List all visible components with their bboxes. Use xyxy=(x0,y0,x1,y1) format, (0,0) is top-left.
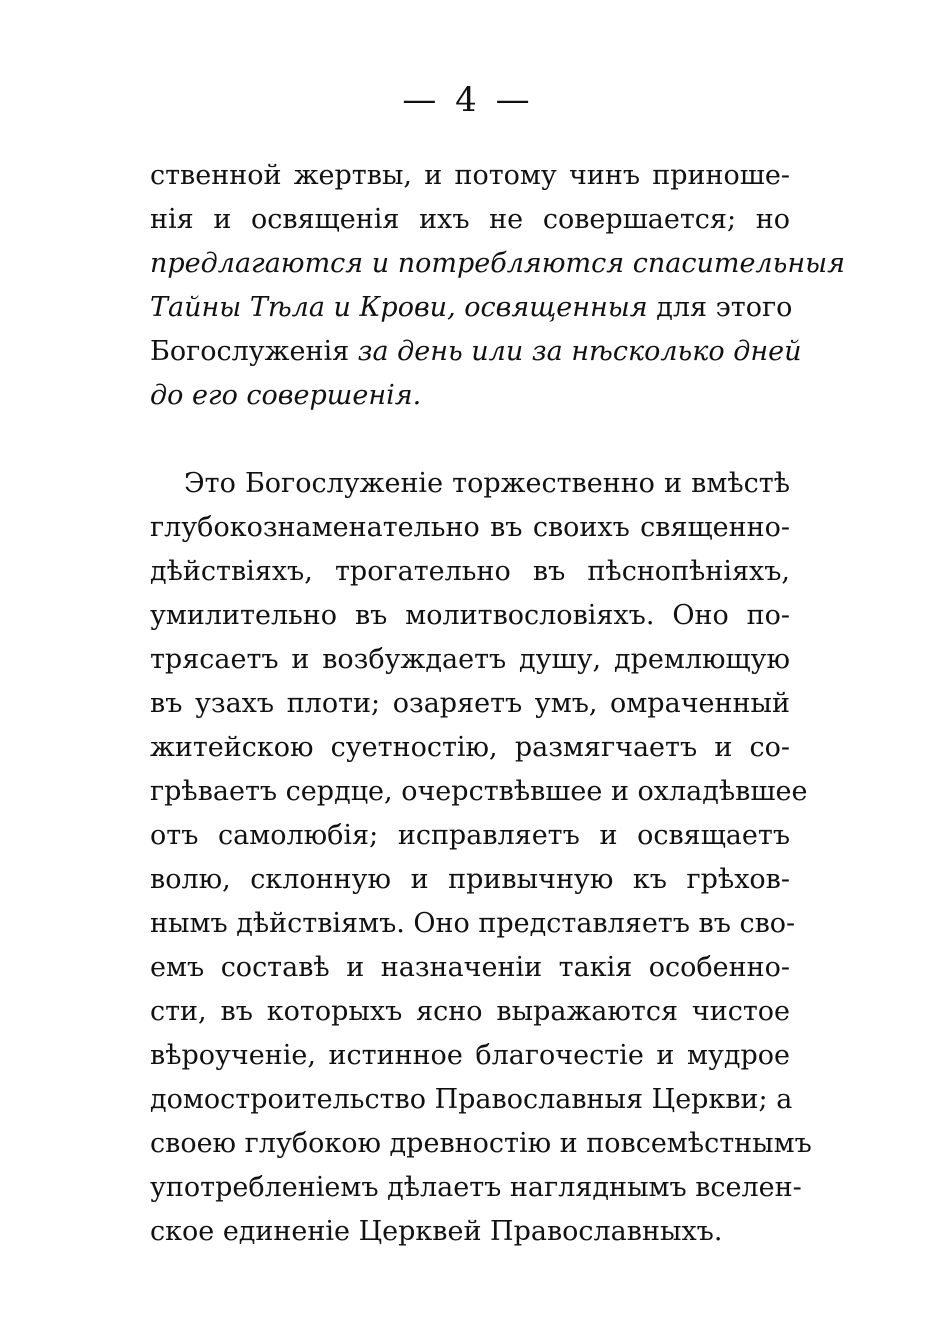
text-line xyxy=(150,242,845,286)
paragraph-main xyxy=(150,462,812,1254)
italic-text: предлагаются и потребляются спасительныя xyxy=(150,248,845,279)
text-line: въ узахъ плоти; озаряетъ умъ, омраченный xyxy=(150,688,790,719)
text-line: нымъ дѣйствіямъ. Оно представляетъ въ сво- xyxy=(150,908,796,939)
text-line: употребленіемъ дѣлаетъ нагляднымъ вселен- xyxy=(150,1172,802,1203)
text-line xyxy=(150,374,790,418)
text-line: умилительно въ молитвословіяхъ. Оно по- xyxy=(150,600,790,631)
text-line: дѣйствіяхъ, трогательно въ пѣснопѣніяхъ, xyxy=(150,556,790,587)
text-line: ственной жертвы, и потому чинъ приноше- xyxy=(150,160,790,191)
text-line: Это Богослуженіе торжественно и вмѣстѣ xyxy=(184,468,790,499)
text-line: грѣваетъ сердце, очерствѣвшее и охладѣвшее xyxy=(150,776,808,807)
text-line: отъ самолюбія; исправляетъ и освящаетъ xyxy=(150,820,790,851)
text-line: вѣроученіе, истинное благочестіе и мудрое xyxy=(150,1040,790,1071)
text-line: волю, склонную и привычную къ грѣхов- xyxy=(150,864,790,895)
text-line: Богослуженія за день или за нѣсколько дней xyxy=(150,336,802,367)
text-line: житейскою суетностію, размягчаетъ и со- xyxy=(150,732,790,763)
text-line: ское единеніе Церквей Православныхъ. xyxy=(150,1216,723,1247)
italic-text: за день или за нѣсколько дней xyxy=(357,336,802,367)
text-line: своею глубокою древностію и повсемѣстнымъ xyxy=(150,1128,812,1159)
text-line: Тайны Тѣла и Крови, освященныя для этого xyxy=(150,292,793,323)
italic-text: до его совершенія. xyxy=(150,380,422,411)
text-line: глубокознаменательно въ своихъ священно- xyxy=(150,512,790,543)
text-line: домостроительство Православныя Церкви; а xyxy=(150,1084,793,1115)
paragraph-continuation xyxy=(150,154,845,418)
text-line: трясаетъ и возбуждаетъ душу, дремлющую xyxy=(150,644,790,675)
page-number: — 4 — xyxy=(402,80,534,120)
text-line: сти, въ которыхъ ясно выражаются чистое xyxy=(150,996,790,1027)
text-line: нія и освященія ихъ не совершается; но xyxy=(150,204,790,235)
italic-text: Тайны Тѣла и Крови, освященныя xyxy=(150,292,648,323)
text-line: емъ составѣ и назначеніи такія особенно- xyxy=(150,952,790,983)
